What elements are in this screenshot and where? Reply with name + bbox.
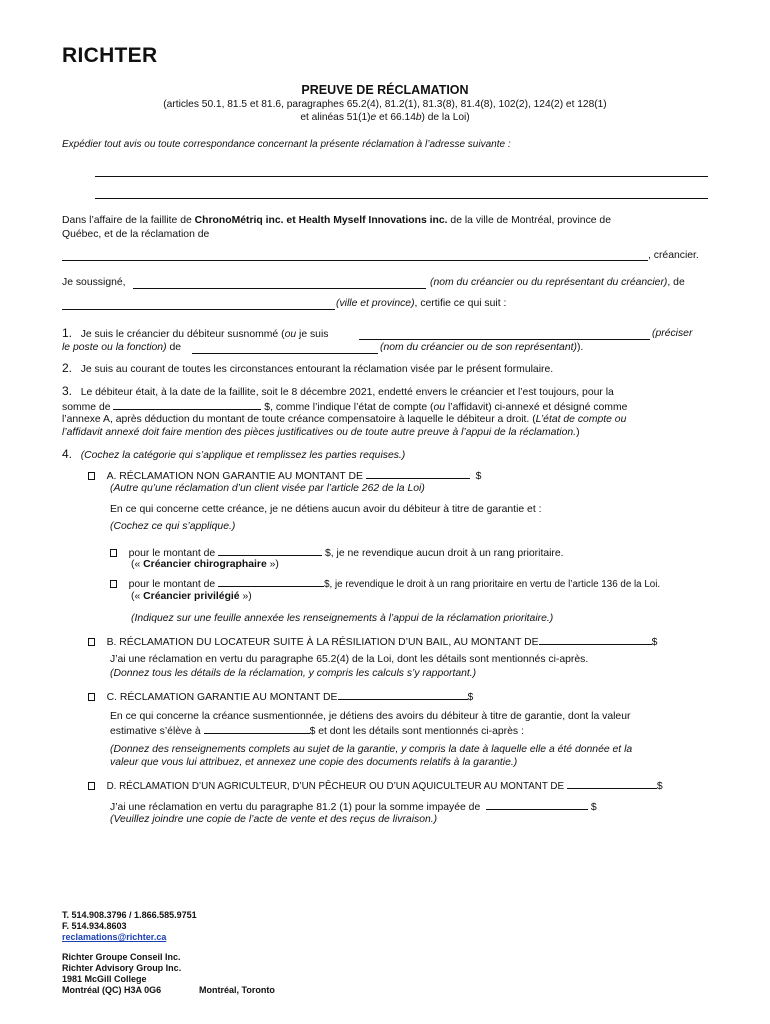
claim-a-row: A. RÉCLAMATION NON GARANTIE AU MONTANT DE $	[88, 468, 481, 483]
item-3-line1: 3. Le débiteur était, à la date de la faillite, soit le 8 décembre 2021, endetté envers le créancier et l’est toujours, pour la	[62, 384, 614, 398]
footer-email-link[interactable]: reclamations@richter.ca	[62, 932, 167, 942]
city-province-hint: (ville et province), certifie ce qui suit :	[336, 298, 507, 309]
footer-city: Montréal (QC) H3A 0G6	[62, 985, 162, 995]
form-title: PREUVE DE RÉCLAMATION	[301, 83, 469, 97]
creditor-rep-field[interactable]	[192, 353, 378, 354]
footer-company-en: Richter Advisory Group Inc.	[62, 963, 182, 973]
specify-hint: (préciser	[652, 328, 693, 339]
position-field[interactable]	[359, 339, 650, 340]
form-subtitle-line2: et alinéas 51(1)e et 66.14b) de la Loi)	[300, 112, 470, 123]
send-notice-instruction: Expédier tout avis ou toute correspondance concernant la présente réclamation à l’adresse suivante :	[62, 139, 511, 150]
richter-logo: RICHTER	[62, 44, 158, 67]
creditor-name-field[interactable]	[62, 260, 648, 261]
undersigned-label: Je soussigné,	[62, 277, 126, 288]
item-2: 2. Je suis au courant de toutes les circonstances entourant la réclamation visée par le présent formulaire.	[62, 361, 554, 375]
estimated-value-field[interactable]	[204, 723, 310, 734]
unsecured-amount-field[interactable]	[218, 545, 322, 556]
undersigned-hint: (nom du créancier ou du représentant du créancier), de	[430, 277, 685, 288]
claim-a-option-1-label: (« Créancier chirographaire »)	[131, 559, 279, 570]
claim-d-row: D. RÉCLAMATION D’UN AGRICULTEUR, D’UN PÊCHEUR OU D’UN AQUICULTEUR AU MONTANT DE $	[88, 778, 663, 793]
creditor-suffix: , créancier.	[648, 250, 699, 261]
item-3-line2: somme de $, comme l’indique l’état de compte (ou l’affidavit) ci-annexé et désigné comme	[62, 399, 627, 414]
footer-offices: Montréal, Toronto	[199, 985, 275, 995]
claim-a-text1: En ce qui concerne cette créance, je ne détiens aucun avoir du débiteur à titre de garantie et :	[110, 504, 542, 515]
claim-c-row: C. RÉCLAMATION GARANTIE AU MONTANT DE $	[88, 689, 473, 704]
unsecured-checkbox[interactable]	[110, 549, 117, 557]
footer-company-fr: Richter Groupe Conseil Inc.	[62, 952, 181, 962]
claim-b-row: B. RÉCLAMATION DU LOCATEUR SUITE À LA RÉSILIATION D’UN BAIL, AU MONTANT DE $	[88, 634, 657, 649]
form-subtitle-line1: (articles 50.1, 81.5 et 81.6, paragraphes 65.2(4), 81.2(1), 81.3(8), 81.4(8), 102(2), 124(2) et 128(1)	[163, 99, 607, 110]
preferred-checkbox[interactable]	[110, 580, 117, 588]
preferred-amount-field[interactable]	[218, 576, 324, 587]
claim-c-text4: valeur que vous lui attribuez, et annexez une copie des documents relatifs à la garantie.)	[110, 757, 518, 768]
claim-a-option-1: pour le montant de $, je ne revendique aucun droit à un rang prioritaire.	[110, 545, 564, 560]
claim-a-attach-note: (Indiquez sur une feuille annexée les renseignements à l’appui de la réclamation prioritaire.)	[131, 613, 554, 624]
amount-field[interactable]	[113, 399, 261, 410]
address-line-2[interactable]	[95, 198, 708, 199]
claim-b-checkbox[interactable]	[88, 638, 95, 646]
item-1-line2-hint: (nom du créancier ou de son représentant)).	[380, 342, 584, 353]
item-3-line4: l’affidavit annexé doit faire mention des pièces justificatives ou de toute autre preuve à l’appui de la réclamation.)	[62, 427, 580, 438]
claim-a-amount-field[interactable]	[366, 468, 470, 479]
claim-a-text2: (Cochez ce qui s’applique.)	[110, 521, 236, 532]
undersigned-name-field[interactable]	[133, 288, 426, 289]
item-4: 4. (Cochez la catégorie qui s’applique et remplissez les parties requises.)	[62, 447, 406, 461]
claim-c-text1: En ce qui concerne la créance susmentionnée, je détiens des avoirs du débiteur à titre de garantie, dont la valeur	[110, 711, 631, 722]
item-3-line3: l’annexe A, après déduction du montant de toute créance compensatoire à laquelle le débiteur a droit. (L’état de compte ou	[62, 414, 627, 425]
claim-b-text1: J’ai une réclamation en vertu du paragraphe 65.2(4) de la Loi, dont les détails sont mentionnés ci-après.	[110, 654, 589, 665]
claim-a-option-2-label: (« Créancier privilégié »)	[131, 591, 252, 602]
claim-a-note: (Autre qu’une réclamation d’un client visée par l’article 262 de la Loi)	[110, 483, 425, 494]
footer-phone: T. 514.908.3796 / 1.866.585.9751	[62, 910, 197, 920]
claim-a-option-2: pour le montant de $, je revendique le droit à un rang prioritaire en vertu de l’article 136 de la Loi.	[110, 576, 660, 591]
claim-d-checkbox[interactable]	[88, 782, 95, 790]
claim-c-text3: (Donnez des renseignements complets au sujet de la garantie, y compris la date à laquelle elle a été donnée et la	[110, 744, 633, 755]
claim-c-amount-field[interactable]	[338, 689, 468, 700]
claim-a-checkbox[interactable]	[88, 472, 95, 480]
matter-line1: Dans l’affaire de la faillite de ChronoMétriq inc. et Health Myself Innovations inc. de la ville de Montréal, province de	[62, 215, 611, 226]
item-1: 1. Je suis le créancier du débiteur susnommé (ou je suis	[62, 326, 329, 340]
footer-fax: F. 514.934.8603	[62, 921, 127, 931]
claim-b-text2: (Donnez tous les détails de la réclamation, y compris les calculs s’y rapportant.)	[110, 668, 477, 679]
unpaid-amount-field[interactable]	[486, 799, 588, 810]
footer-street: 1981 McGill College	[62, 974, 147, 984]
city-province-field[interactable]	[62, 309, 335, 310]
claim-c-checkbox[interactable]	[88, 693, 95, 701]
matter-line2: Québec, et de la réclamation de	[62, 229, 210, 240]
claim-b-amount-field[interactable]	[539, 634, 652, 645]
claim-d-text1: J’ai une réclamation en vertu du paragraphe 81.2 (1) pour la somme impayée de $	[110, 799, 597, 814]
item-1-line2: le poste ou la fonction) de	[62, 342, 182, 353]
claim-d-amount-field[interactable]	[567, 778, 657, 789]
claim-c-text2: estimative s’élève à $ et dont les détails sont mentionnés ci-après :	[110, 723, 524, 738]
claim-d-text2: (Veuillez joindre une copie de l’acte de vente et des reçus de livraison.)	[110, 814, 438, 825]
address-line-1[interactable]	[95, 176, 708, 177]
